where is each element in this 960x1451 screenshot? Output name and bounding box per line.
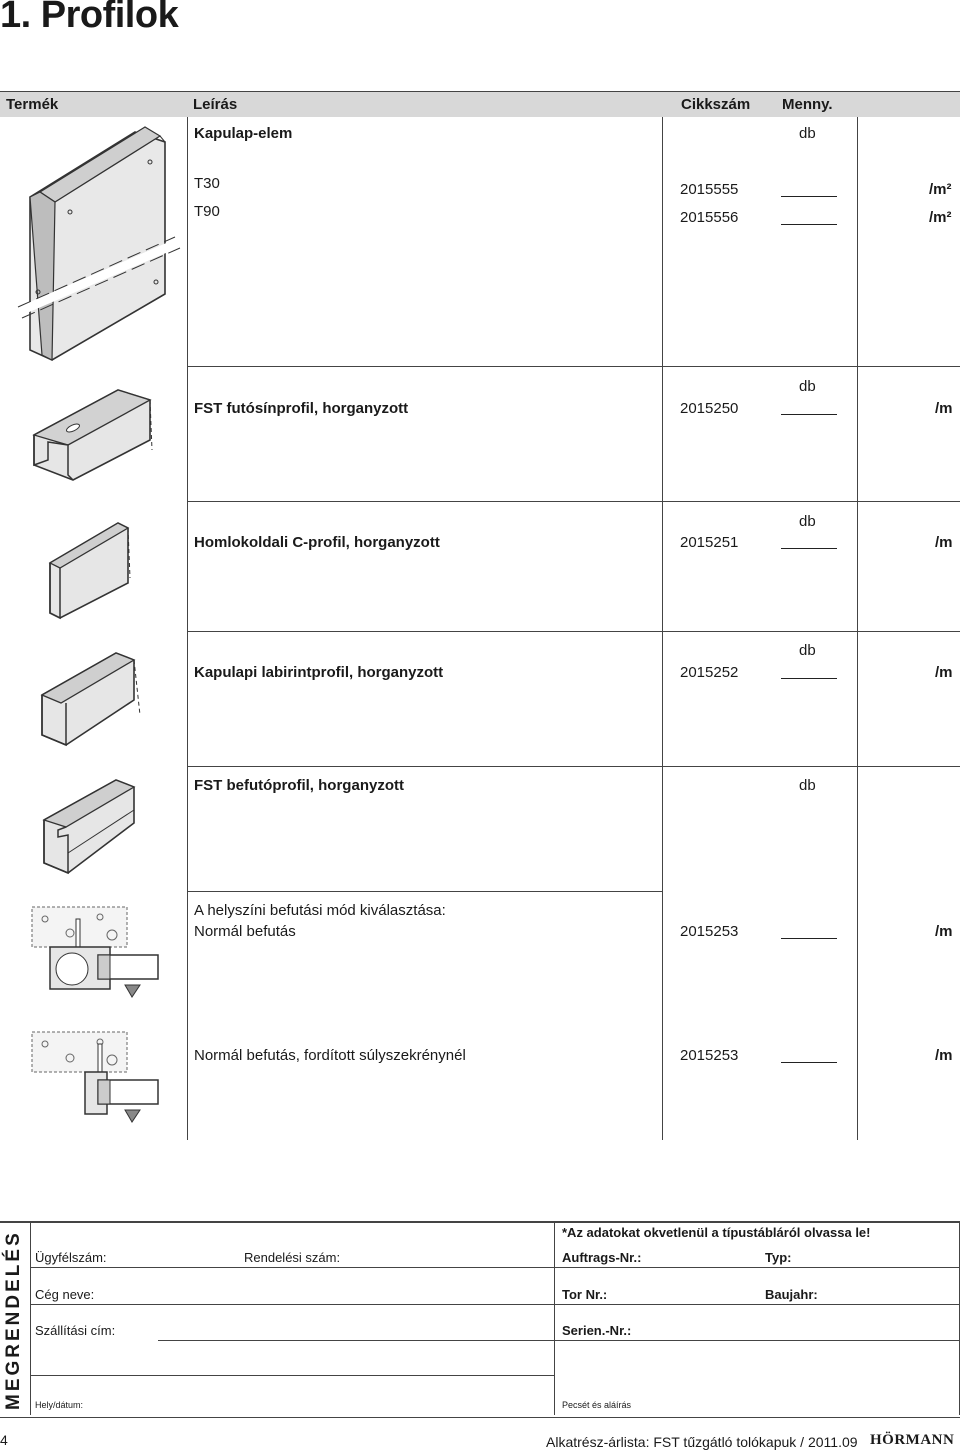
qty-field[interactable] — [781, 938, 837, 939]
qty-field[interactable] — [781, 224, 837, 225]
row-divider — [187, 891, 662, 892]
unit-label: /m² — [929, 209, 952, 226]
order-form — [0, 1221, 960, 1418]
form-line — [158, 1340, 554, 1341]
order-side-label: MEGRENDELÉS — [3, 1230, 24, 1410]
normal-run-in-illustration — [30, 905, 165, 1003]
grid-line — [662, 117, 663, 1140]
qty-field[interactable] — [781, 1062, 837, 1063]
baujahr-label: Baujahr: — [765, 1287, 818, 1302]
row-divider — [187, 366, 960, 367]
order-note: *Az adatokat okvetlenül a típustábláról olvassa le! — [562, 1225, 871, 1240]
qty-field[interactable] — [781, 196, 837, 197]
unit-head: db — [799, 378, 816, 395]
article-number: 2015250 — [680, 400, 739, 417]
form-line — [554, 1304, 959, 1305]
tor-label: Tor Nr.: — [562, 1287, 608, 1302]
typ-label: Typ: — [765, 1250, 792, 1265]
company-label: Cég neve: — [35, 1287, 95, 1302]
option-label: Normál befutás — [194, 923, 296, 940]
unit-label: /m — [935, 534, 953, 551]
delivery-label: Szállítási cím: — [35, 1323, 116, 1338]
grid-line — [554, 1222, 555, 1415]
unit-head: db — [799, 777, 816, 794]
article-number: 2015556 — [680, 209, 739, 226]
article-number: 2015555 — [680, 181, 739, 198]
variant-label: T30 — [194, 175, 220, 192]
qty-field[interactable] — [781, 548, 837, 549]
col-desc-header: Leírás — [193, 96, 238, 113]
col-qty-header: Menny. — [782, 96, 833, 113]
option-label: Normál befutás, fordított súlyszekrénynél — [194, 1047, 466, 1064]
unit-label: /m — [935, 1047, 953, 1064]
variant-label: T90 — [194, 203, 220, 220]
row-title: Kapulapi labirintprofil, horganyzott — [194, 664, 444, 681]
row-title: Homlokoldali C-profil, horganyzott — [194, 534, 440, 551]
door-panel-illustration — [10, 122, 185, 367]
row-divider — [187, 766, 960, 767]
row-title: FST futósínprofil, horganyzott — [194, 400, 409, 417]
article-number: 2015251 — [680, 534, 739, 551]
form-line — [30, 1375, 554, 1376]
grid-line — [30, 1222, 31, 1415]
form-line — [30, 1267, 554, 1268]
row-title: FST befutóprofil, horganyzott — [194, 777, 404, 794]
stamp-label: Pecsét és aláírás — [562, 1400, 632, 1410]
reversed-run-in-illustration — [30, 1030, 165, 1130]
auftrags-label: Auftrags-Nr.: — [562, 1250, 642, 1265]
form-line — [554, 1267, 959, 1268]
page-title: 1. Profilok — [0, 0, 179, 36]
footer-doc-title: Alkatrész-árlista: FST tűzgátló tolókapuk / 2011.09 — [546, 1434, 858, 1450]
place-date-label: Hely/dátum: — [35, 1400, 84, 1410]
grid-line — [187, 117, 188, 1140]
article-number: 2015252 — [680, 664, 739, 681]
grid-line — [857, 117, 858, 1140]
qty-field[interactable] — [781, 414, 837, 415]
order-no-label: Rendelési szám: — [244, 1250, 341, 1265]
row-divider — [187, 501, 960, 502]
serien-label: Serien.-Nr.: — [562, 1323, 632, 1338]
unit-head: db — [799, 125, 816, 142]
col-article-header: Cikkszám — [681, 96, 751, 113]
brand-logo: HÖRMANN — [870, 1432, 955, 1448]
article-number: 2015253 — [680, 1047, 739, 1064]
labyrinth-profile-illustration — [36, 645, 148, 755]
unit-label: /m — [935, 664, 953, 681]
qty-field[interactable] — [781, 678, 837, 679]
unit-label: /m — [935, 923, 953, 940]
row-divider — [187, 631, 960, 632]
table-header — [0, 91, 960, 117]
run-in-profile-illustration — [38, 775, 143, 885]
col-product-header: Termék — [6, 96, 59, 113]
unit-label: /m² — [929, 181, 952, 198]
running-rail-profile-illustration — [28, 380, 158, 490]
row-title: Kapulap-elem — [194, 125, 293, 142]
unit-head: db — [799, 513, 816, 530]
option-intro: A helyszíni befutási mód kiválasztása: — [194, 902, 446, 919]
c-profile-illustration — [40, 518, 140, 623]
customer-no-label: Ügyfélszám: — [35, 1250, 107, 1265]
form-line — [554, 1340, 959, 1341]
unit-head: db — [799, 642, 816, 659]
page-number: 4 — [0, 1432, 8, 1448]
form-line — [30, 1304, 554, 1305]
unit-label: /m — [935, 400, 953, 417]
article-number: 2015253 — [680, 923, 739, 940]
